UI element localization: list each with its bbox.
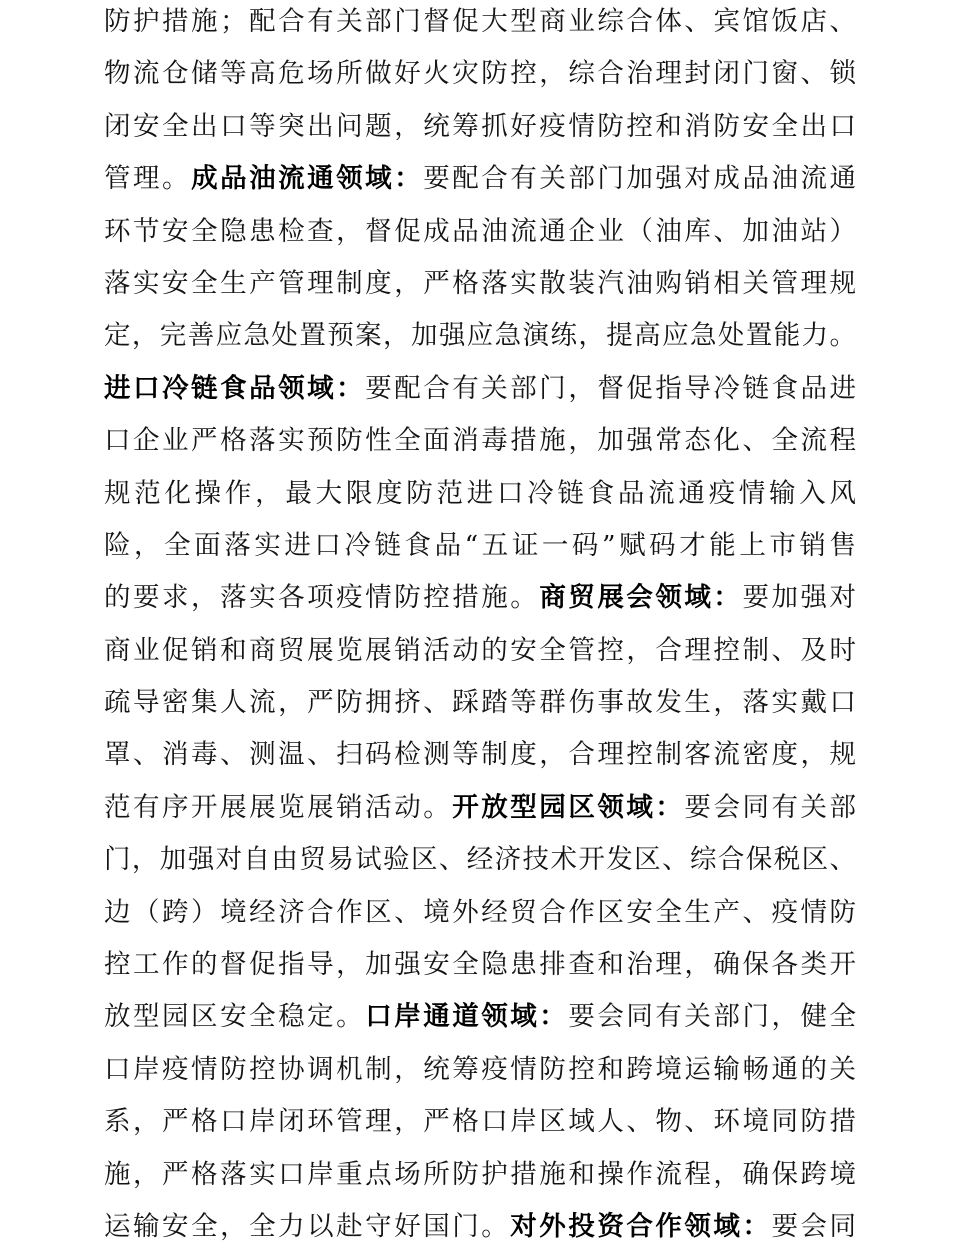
text-line [104,729,856,781]
section-heading: 商贸展会领域： [539,582,743,614]
text-run: 的要求，落实各项疫情防控措施。 [104,582,540,614]
text-run: 门，加强对自由贸易试验区、经济技术开发区、综合保税区、 [104,844,856,876]
text-run: 疏导密集人流，严防拥挤、踩踏等群伤事故发生，落实戴口 [104,687,856,719]
text-line [104,468,856,520]
text-run: 定，完善应急处置预案，加强应急演练，提高应急处置能力。 [104,320,856,352]
text-line [104,206,856,258]
text-run: 施，严格落实口岸重点场所防护措施和操作流程，确保跨境 [104,1158,856,1190]
text-line [104,991,856,1043]
text-line [104,939,856,991]
text-line [104,415,856,467]
text-line [104,887,856,939]
text-line [104,1044,856,1096]
text-run: 要会同有关部 [684,791,856,823]
text-line [104,625,856,677]
text-run: 防护措施；配合有关部门督促大型商业综合体、宾馆饭店、 [104,6,856,37]
text-run: 要加强对 [742,582,856,614]
text-line [104,782,856,834]
text-run: 要配合有关部门加强对成品油流通 [423,163,856,195]
section-heading: 成品油流通领域： [191,163,424,195]
text-line [104,1201,856,1253]
text-run: 边（跨）境经济合作区、境外经贸合作区安全生产、疫情防 [104,896,856,928]
document-body [104,0,856,1253]
text-run: 范有序开展展览展销活动。 [104,791,453,823]
text-line [104,363,856,415]
text-line [104,310,856,362]
text-line [104,572,856,624]
text-run: 险，全面落实进口冷链食品“五证一码”赋码才能上市销售 [104,529,856,561]
text-run: 要会同 [771,1210,856,1242]
text-line [104,101,856,153]
text-line [104,153,856,205]
text-run: 要会同有关部门，健全 [568,1001,856,1033]
text-run: 要配合有关部门，督促指导冷链食品进 [365,372,856,404]
text-line [104,0,856,48]
text-line [104,520,856,572]
text-line [104,677,856,729]
text-line [104,1149,856,1201]
text-run: 商业促销和商贸展览展销活动的安全管控，合理控制、及时 [104,634,856,666]
text-run: 罩、消毒、测温、扫码检测等制度，合理控制客流密度，规 [104,739,856,771]
text-line [104,258,856,310]
text-run: 闭安全出口等突出问题，统筹抓好疫情防控和消防安全出口 [104,110,856,142]
text-run: 控工作的督促指导，加强安全隐患排查和治理，确保各类开 [104,949,856,981]
section-heading: 进口冷链食品领域： [104,372,366,404]
text-run: 物流仓储等高危场所做好火灾防控，综合治理封闭门窗、锁 [104,58,856,90]
text-run: 落实安全生产管理制度，严格落实散装汽油购销相关管理规 [104,267,856,299]
text-line [104,1096,856,1148]
text-run: 运输安全，全力以赴守好国门。 [104,1210,511,1242]
text-line [104,48,856,100]
section-heading: 开放型园区领域： [452,791,685,823]
section-heading: 对外投资合作领域： [510,1210,772,1242]
text-run: 口企业严格落实预防性全面消毒措施，加强常态化、全流程 [104,425,856,457]
text-run: 放型园区安全稳定。 [104,1001,366,1033]
section-heading: 口岸通道领域： [365,1001,569,1033]
text-run: 口岸疫情防控协调机制，统筹疫情防控和跨境运输畅通的关 [104,1053,856,1085]
text-run: 管理。 [104,163,192,195]
text-line [104,834,856,886]
text-run: 环节安全隐患检查，督促成品油流通企业（油库、加油站） [104,215,856,247]
text-run: 系，严格口岸闭环管理，严格口岸区域人、物、环境同防措 [104,1106,856,1138]
text-run: 规范化操作，最大限度防范进口冷链食品流通疫情输入风 [104,477,856,509]
